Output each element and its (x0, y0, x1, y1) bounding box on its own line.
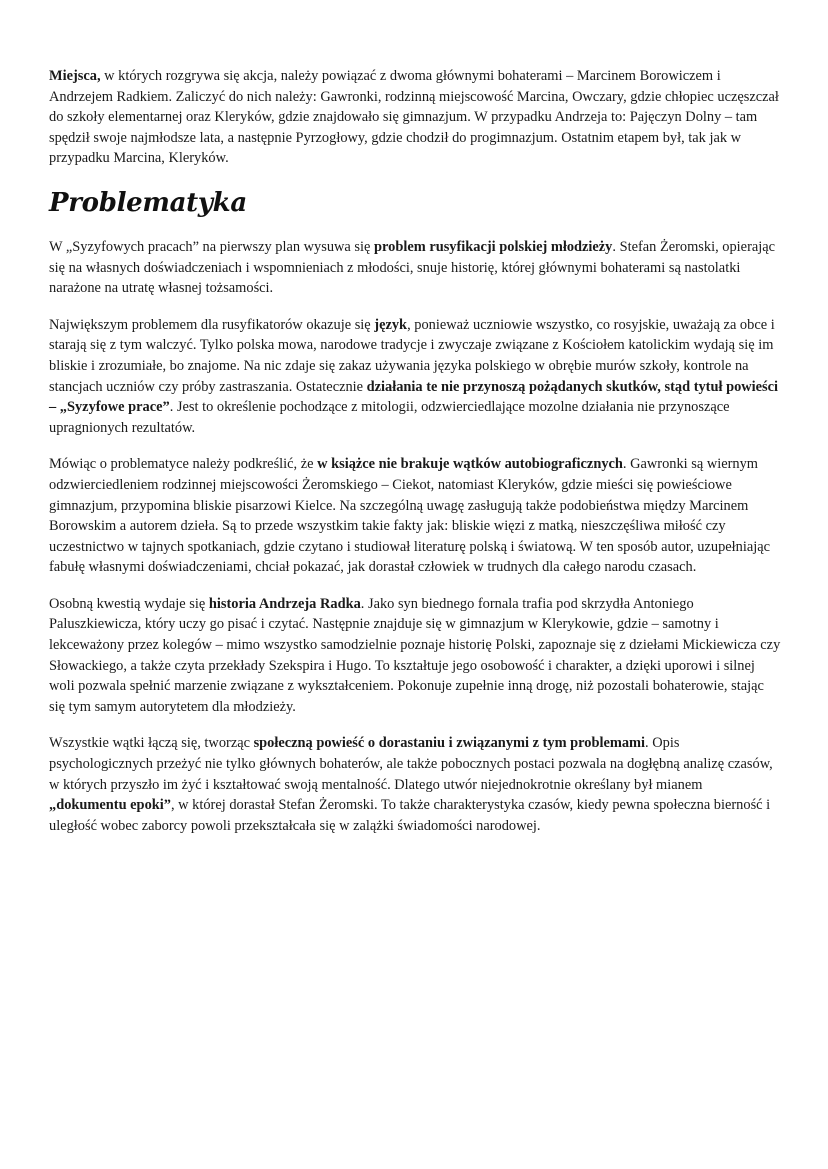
p1-text-2: . Stefan Żeromski, opierając się na własnych doświadczeniach i wspomnieniach z młodości, snuje historię, której głównymi bohaterami są nastolatki narażone na utratę własnej tożsamości. (49, 238, 776, 297)
p5-text-2: . Opis psychologicznych przeżyć nie tylko głównych bohaterów, ale także pobocznych postaci pozwala na dogłębną analizę czasów, w których przyszło im żyć i kształtować swoją mentalność. Dlatego utwór niejednokrotnie określany był mianem (49, 735, 773, 793)
p3-text-2: . Gawronki są wiernym odzwierciedleniem rodzinnej miejscowości Żeromskiego – Ciekot, natomiast Kleryków, gdzie mieści się powieściowe gimnazjum, przypomina bliskie pisarzowi Kielce. Na szczególną uwagę zasługują także podobieństwa między Marcinem Borowskim a autorem dzieła. Są to przede wszystkim takie fakty jak: bliskie więzi z matką, nieszczęśliwa miłość czy uczestnictwo w tajnych spotkaniach, gdzie czytano i studiował literaturę polską i światową. W ten sposób autor, uzupełniając fabułę własnymi doświadczeniami, chciał pokazać, jak dorastał człowiek w trudnych dla całego narodu czasach. (49, 456, 771, 576)
p4-bold-1: historia Andrzeja Radka (208, 595, 361, 612)
p5-bold-2: „dokumentu epoki” (49, 797, 171, 814)
paragraph-1 (49, 237, 781, 299)
p2-text-2: , ponieważ uczniowie wszystko, co rosyjskie, uważają za obce i starają się z tym walczyć. Tylko polska mowa, narodowe tradycje i zwyczaje związane z Kościołem katolickim wydają się im bliskie i zrozumiałe, bo znajome. Na nic zdaje się zakaz używania języka polskiego w obrębie murów szkoły, kontrole na stancjach uczniów czy próby zastraszania. Ostatecznie (49, 316, 775, 395)
paragraph-2 (49, 315, 781, 439)
document-page (49, 66, 781, 852)
intro-lead: Miejsca, (49, 68, 101, 84)
p5-text-3: , w której dorastał Stefan Żeromski. To także charakterystyka czasów, kiedy pewna społeczna bierność i uległość wobec zaborcy powoli przekształcała się w zalążki świadomości narodowej. (49, 797, 771, 834)
p4-text-2: . Jako syn biednego fornala trafia pod skrzydła Antoniego Paluszkiewicza, który uczy go pisać i czytać. Następnie znajduje się w gimnazjum w Klerykowie, gdzie – samotny i lekceważony przez kolegów – mimo wszystko samodzielnie poznaje historię Polski, zapoznaje się z dziełami Mickiewicza czy Słowackiego, a także czyta przekłady Szekspira i Hugo. To kształtuje jego osobowość i charakter, a dzięki uporowi i silnej woli pozwala spełnić marzenie związane z wykształceniem. Pokonuje zupełnie inną drogę, niż pozostali bohaterowie, stając się tym samym autorytetem dla młodzieży. (49, 595, 781, 715)
p2-text-3: . Jest to określenie pochodzące z mitologii, odzwierciedlające mozolne działania nie przynoszące upragnionych rezultatów. (49, 399, 730, 436)
p4-text-1: Osobną kwestią wydaje się (49, 595, 209, 612)
p2-bold-1: język (374, 316, 408, 333)
p3-bold-1: w książce nie brakuje wątków autobiograficznych (317, 456, 623, 473)
paragraph-4 (49, 594, 781, 718)
p5-text-1: Wszystkie wątki łączą się, tworząc (49, 735, 254, 752)
p2-text-1: Największym problemem dla rusyfikatorów okazuje się (49, 316, 375, 333)
p3-text-1: Mówiąc o problematyce należy podkreślić, że (49, 456, 318, 473)
paragraph-3 (49, 454, 781, 578)
p1-bold-1: problem rusyfikacji polskiej młodzieży (374, 238, 613, 255)
p1-text-1: W „Syzyfowych pracach” na pierwszy plan wysuwa się (49, 238, 375, 255)
paragraph-5 (49, 733, 781, 836)
intro-text: w których rozgrywa się akcja, należy powiązać z dwoma głównymi bohaterami – Marcinem Borowiczem i Andrzejem Radkiem. Zaliczyć do nich należy: Gawronki, rodzinną miejscowość Marcina, Owczary, gdzie chłopiec uczęszczał do szkoły elementarnej oraz Kleryków, gdzie znajdowało się gimnazjum. W przypadku Andrzeja to: Pajęczyn Dolny – tam spędził swoje najmłodsze lata, a następnie Pyrzogłowy, gdzie chodził do progimnazjum. Ostatnim etapem był, tak jak w przypadku Marcina, Kleryków. (49, 68, 779, 167)
p5-bold-1: społeczną powieść o dorastaniu i związanymi z tym problemami (253, 735, 646, 752)
intro-paragraph (49, 66, 781, 169)
section-title: Problematyka (49, 187, 247, 218)
p2-bold-2: działania te nie przynoszą pożądanych skutków, stąd tytuł powieści – „Syzyfowe prace” (49, 378, 779, 416)
